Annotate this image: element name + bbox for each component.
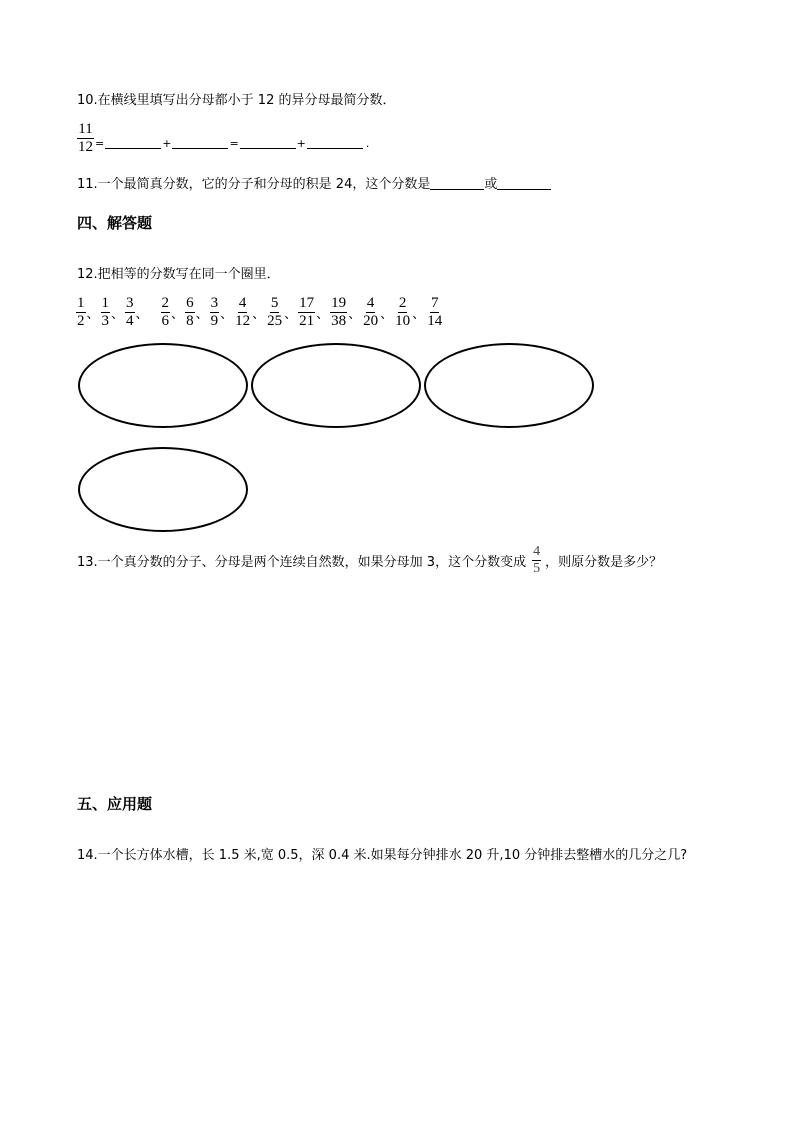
answer-oval-3[interactable] [424, 343, 594, 428]
section-heading-5: 五、应用题 [77, 795, 153, 813]
fraction-item [362, 296, 379, 329]
separator: 、 [135, 307, 149, 322]
numerator: 11 [78, 121, 93, 137]
numerator: 4 [366, 295, 375, 311]
numerator: 3 [126, 295, 134, 311]
denominator: 2 [77, 313, 85, 329]
q13-text-a: 13.一个真分数的分子、分母是两个连续自然数，如果分母加 3，这个分数变成 [77, 555, 527, 570]
q10-blank-4[interactable] [307, 138, 363, 149]
q10-text: 10.在横线里填写出分母都小于 12 的异分母最简分数． [77, 93, 396, 108]
q10-equation [77, 122, 370, 155]
q11-or: 或 [484, 177, 498, 192]
q13-line [77, 545, 662, 576]
q14-text: 14.一个长方体水槽，长 1.5 米,宽 0.5，深 0.4 米.如果每分钟排水 20 升,10 分钟排去整槽水的几分之几? [77, 848, 688, 863]
denominator: 10 [395, 313, 411, 329]
fraction-item [330, 296, 347, 329]
answer-oval-4[interactable] [78, 447, 248, 532]
equals-sign: = [95, 137, 105, 150]
q11-blank-2[interactable] [497, 179, 551, 190]
numerator: 1 [101, 295, 110, 311]
q10-blank-1[interactable] [105, 138, 161, 149]
numerator: 7 [430, 295, 439, 311]
denominator: 21 [299, 313, 315, 329]
numerator: 6 [186, 295, 194, 311]
denominator: 8 [186, 313, 194, 329]
q10-blank-2[interactable] [172, 138, 228, 149]
numerator: 2 [161, 295, 170, 311]
denominator: 9 [210, 313, 219, 329]
fraction-item [426, 296, 443, 329]
separator: 、 [380, 307, 394, 322]
numerator: 4 [238, 295, 247, 311]
q12-fraction-list [76, 296, 443, 329]
separator: 、 [171, 307, 185, 322]
fraction-item [234, 296, 251, 329]
separator: 、 [348, 307, 362, 322]
numerator: 1 [77, 295, 85, 311]
numerator: 3 [210, 295, 219, 311]
fraction-item [76, 296, 86, 329]
denominator: 20 [363, 313, 379, 329]
numerator: 2 [398, 295, 407, 311]
answer-oval-1[interactable] [78, 343, 248, 428]
separator: 、 [252, 307, 266, 322]
separator: 、 [111, 307, 125, 322]
numerator: 4 [533, 544, 541, 559]
q10-lhs-fraction [77, 122, 94, 155]
numerator: 17 [299, 295, 315, 311]
separator: 、 [86, 307, 100, 322]
period: . [365, 137, 370, 150]
denominator: 25 [267, 313, 283, 329]
q12-text: 12.把相等的分数写在同一个圈里． [77, 267, 280, 282]
fraction-item [210, 296, 220, 329]
q11-text: 11.一个最简真分数，它的分子和分母的积是 24，这个分数是 [77, 177, 431, 192]
numerator: 5 [270, 295, 279, 311]
denominator: 14 [427, 313, 443, 329]
separator: 、 [412, 307, 426, 322]
separator: 、 [316, 307, 330, 322]
q13-text-b: ，则原分数是多少？ [545, 555, 663, 570]
fraction-item [185, 296, 195, 329]
denominator: 4 [126, 313, 134, 329]
fraction-item [161, 296, 171, 329]
denominator: 12 [78, 139, 93, 155]
plus-sign: + [162, 137, 172, 150]
fraction-item [125, 296, 135, 329]
fraction-item [298, 296, 315, 329]
q10-blank-3[interactable] [240, 138, 296, 149]
numerator: 19 [331, 295, 347, 311]
q13-fraction [532, 545, 541, 576]
equals-sign: = [229, 137, 239, 150]
section-heading-4: 四、解答题 [77, 214, 153, 232]
q11-blank-1[interactable] [430, 179, 484, 190]
denominator: 6 [161, 313, 170, 329]
denominator: 5 [533, 561, 541, 576]
q11-line [77, 173, 551, 192]
denominator: 38 [331, 313, 347, 329]
answer-oval-2[interactable] [251, 343, 421, 428]
plus-sign: + [296, 137, 306, 150]
separator: 、 [195, 307, 209, 322]
separator: 、 [220, 307, 234, 322]
denominator: 3 [101, 313, 110, 329]
denominator: 12 [235, 313, 251, 329]
separator: 、 [284, 307, 298, 322]
fraction-item [266, 296, 283, 329]
fraction-item [101, 296, 111, 329]
fraction-item [394, 296, 411, 329]
